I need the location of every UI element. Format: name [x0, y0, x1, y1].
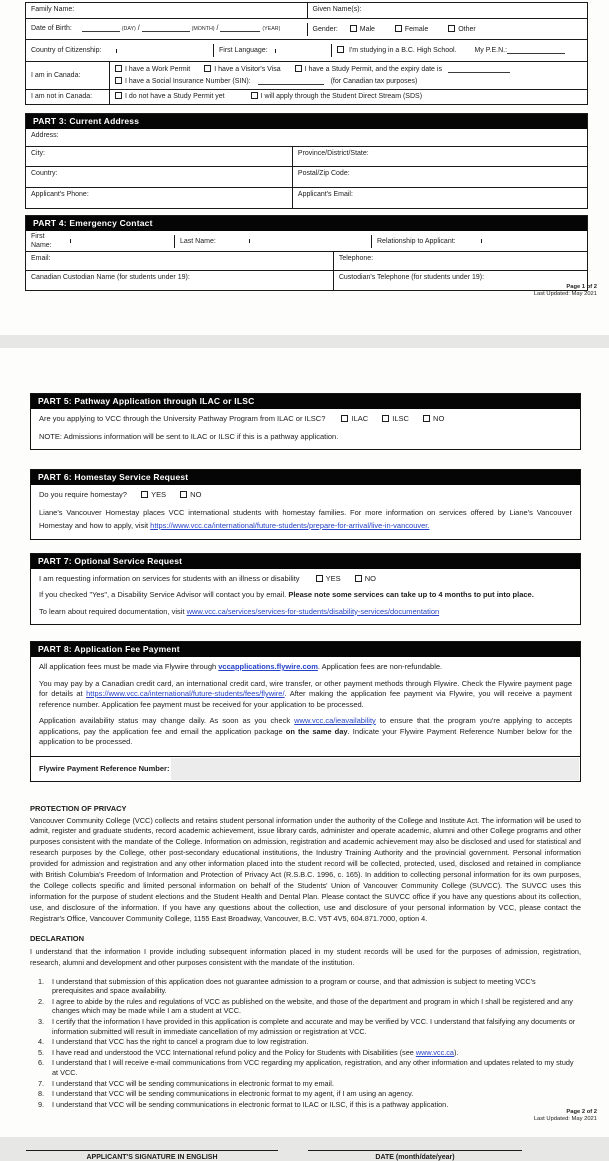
study-permit-checkbox[interactable]	[295, 65, 302, 72]
pathway-question-label: Are you applying to VCC through the University Pathway Program from ILAC or ILSC?	[39, 414, 326, 423]
work-permit-checkbox[interactable]	[115, 65, 122, 72]
dob-month-hint: (MONTH)	[191, 26, 215, 32]
homestay-info-label: Liane's Vancouver Homestay places VCC international students with homestay families. For more information on services offered by Liane's Vancouver Homestay and how to apply, visit	[39, 508, 572, 530]
item-number: 8.	[38, 1089, 45, 1099]
item-number: 1.	[38, 976, 45, 986]
disability-question-label: I am requesting information on services for students with an illness or disability	[39, 574, 300, 583]
privacy-heading: PROTECTION OF PRIVACY	[30, 803, 127, 813]
ec-telephone-label: Telephone:	[333, 252, 587, 270]
gender-male-label: Male	[359, 25, 375, 33]
item-number: 7.	[38, 1078, 45, 1088]
part4-section	[25, 215, 588, 291]
applicant-signature-line[interactable]: APPLICANT'S SIGNATURE IN ENGLISH	[26, 1150, 278, 1161]
gender-female-checkbox[interactable]	[395, 25, 402, 32]
gender-other-label: Other	[458, 25, 476, 33]
availability-mid-label: to ensure that the program you're applying to accepts applications, pay the application fee and email the application package	[39, 716, 572, 736]
page2-number: Page 2 of 2	[566, 1108, 597, 1115]
family-name-label: Family Name:	[31, 6, 75, 13]
part8-section	[30, 641, 581, 782]
part6-section	[30, 469, 581, 540]
homestay-link[interactable]: https://www.vcc.ca/international/future-students/prepare-for-arrival/live-in-vancouver.	[150, 521, 430, 530]
pen-field[interactable]	[507, 46, 565, 54]
province-label: Province/District/State:	[292, 147, 587, 166]
personal-info-table	[25, 2, 588, 105]
dob-separator-2: /	[216, 25, 219, 32]
work-permit-label: I have a Work Permit	[125, 66, 191, 73]
declaration-intro: I understand that the information I provide including subsequent information placed in my student records will be used for the purposes of admission, registration, research, alumni and development and other purposes consistent with the mandate of the institution.	[30, 946, 581, 967]
declaration-list	[38, 977, 581, 1110]
dob-month-field[interactable]	[142, 24, 190, 32]
gender-male-checkbox[interactable]	[350, 25, 357, 32]
declaration-heading: DECLARATION	[30, 933, 85, 943]
homestay-yes-label: YES	[151, 490, 167, 499]
gender-female-label: Female	[404, 25, 429, 33]
payment-methods-after-label: . After making the application fee payment via Flywire, you will receive a payment reference number. Application fee payment must be received for your application to be processed.	[39, 689, 572, 709]
gender-other-checkbox[interactable]	[448, 25, 455, 32]
ec-relationship-label: Relationship to Applicant:	[371, 235, 481, 248]
ilsc-label: ILSC	[392, 414, 409, 423]
declaration-item	[38, 1089, 581, 1099]
part6-title: PART 6: Homestay Service Request	[31, 470, 580, 485]
item-text-after: ).	[453, 1047, 459, 1057]
page2-footer	[534, 1109, 597, 1123]
item-text: I agree to abide by the rules and regulations of VCC as published on the website, and those of the department and program in which I shall be registered and any changes which may be made while I am a student at VCC.	[52, 996, 573, 1016]
form-page-2	[0, 348, 609, 1161]
declaration-item	[38, 1048, 581, 1058]
applicant-phone-label: Applicant's Phone:	[31, 191, 89, 198]
country-label: Country:	[31, 170, 58, 177]
flywire-apps-link[interactable]: vccapplications.flywire.com	[218, 662, 318, 671]
dob-day-hint: (DAY)	[121, 26, 136, 32]
ec-first-name-field[interactable]	[70, 239, 174, 243]
no-study-permit-checkbox[interactable]	[115, 92, 122, 99]
not-in-canada-label: I am not in Canada:	[31, 93, 93, 100]
dob-label: Date of Birth:	[31, 25, 72, 32]
item-number: 5.	[38, 1047, 45, 1057]
gender-label: Gender:	[312, 25, 338, 33]
ec-email-label: Email:	[31, 255, 51, 262]
bc-high-school-label: I'm studying in a B.C. High School.	[348, 47, 457, 54]
flywire-fees-link[interactable]: https://www.vcc.ca/international/future-students/fees/flywire/	[86, 689, 285, 698]
part5-title: PART 5: Pathway Application through ILAC or ILSC	[31, 394, 580, 409]
pen-label: My P.E.N.:	[474, 47, 508, 54]
item-number: 9.	[38, 1099, 45, 1109]
documentation-link[interactable]: www.vcc.ca/services/services-for-students/disability-services/documentation	[186, 606, 440, 616]
item-text: I understand that I will receive e-mail communications from VCC regarding my application, registration, and any other information and updates related to my study at VCC.	[52, 1058, 574, 1077]
item-text: I understand that VCC will be sending communications in electronic format to my email.	[52, 1078, 334, 1088]
item-number: 2.	[38, 996, 45, 1006]
part5-section	[30, 393, 581, 450]
disability-no-checkbox[interactable]	[355, 575, 362, 582]
declaration-item	[38, 1100, 581, 1110]
item-number: 4.	[38, 1037, 45, 1047]
ec-last-name-label: Last Name:	[174, 235, 249, 248]
ilac-checkbox[interactable]	[341, 415, 348, 422]
sin-field[interactable]	[258, 77, 324, 85]
item-text: I certify that the information I have provided in this application is complete and accurate and may be verified by VCC. I understand that falsifying any documents or information submitted will result in immediate cancellation of my admission or registration at VCC.	[52, 1016, 576, 1036]
homestay-no-checkbox[interactable]	[180, 491, 187, 498]
bc-high-school-checkbox[interactable]	[337, 46, 344, 53]
part7-section	[30, 553, 581, 625]
homestay-yes-checkbox[interactable]	[141, 491, 148, 498]
first-language-field[interactable]	[275, 49, 331, 53]
availability-link[interactable]: www.vcc.ca/ieavailability	[294, 716, 376, 725]
sin-label: I have a Social Insurance Number (SIN):	[125, 78, 251, 85]
flywire-reference-field[interactable]	[171, 758, 579, 780]
visitor-visa-label: I have a Visitor's Visa	[214, 66, 281, 73]
declaration-item	[38, 1037, 581, 1047]
postal-label: Postal/Zip Code:	[292, 167, 587, 187]
pathway-no-checkbox[interactable]	[423, 415, 430, 422]
city-label: City:	[31, 150, 45, 157]
custodian-name-label: Canadian Custodian Name (for students under 19):	[31, 274, 190, 281]
item-text: I understand that submission of this application does not guarantee admission to a program or course, and that admission is subject to meeting VCC's prerequisites and space availability.	[52, 976, 536, 996]
part8-title: PART 8: Application Fee Payment	[31, 642, 580, 657]
page1-updated: Last Updated: May 2021	[533, 291, 597, 298]
same-day-bold-label: on the same day	[285, 726, 348, 736]
dob-year-hint: (YEAR)	[262, 26, 281, 32]
availability-text-label: Application availability status may change daily. As soon as you check	[39, 716, 295, 725]
visitor-visa-checkbox[interactable]	[204, 65, 211, 72]
flywire-reference-label: Flywire Payment Reference Number:	[39, 764, 170, 773]
disability-yes-label: YES	[325, 574, 341, 583]
sds-checkbox[interactable]	[251, 92, 258, 99]
ec-last-name-field[interactable]	[249, 239, 371, 243]
part3-section	[25, 113, 588, 209]
page1-footer	[534, 284, 597, 298]
sin-checkbox[interactable]	[115, 77, 122, 84]
fees-text-label: All application fees must be made via Flywire through	[39, 662, 219, 671]
item-text: I understand that VCC will be sending communications in electronic format to my agent, if I am using an agency.	[52, 1089, 414, 1099]
page2-updated: Last Updated: May 2021	[533, 1115, 597, 1122]
advisor-text-label: If you checked "Yes", a Disability Service Advisor will contact you by email.	[39, 590, 289, 599]
dob-year-field[interactable]	[220, 24, 260, 32]
part4-title: PART 4: Emergency Contact	[26, 216, 587, 231]
item-number: 6.	[38, 1058, 45, 1068]
signature-row	[26, 1150, 581, 1161]
dob-separator-1: /	[137, 25, 140, 32]
study-permit-label: I have a Study Permit, and the expiry date is	[304, 66, 442, 73]
custodian-phone-label: Custodian's Telephone (for students under 19):	[333, 271, 587, 290]
payment-methods-label: You may pay by a Canadian credit card, an international credit card, wire transfer, or other payment methods through Flywire. Check the Flywire payment page for details at	[39, 678, 572, 698]
form-page-1	[0, 0, 609, 335]
advisor-bold-label: Please note some services can take up to 4 months to put into place.	[288, 590, 534, 599]
documentation-text-label: To learn about required documentation, visit	[39, 606, 187, 616]
given-names-label: Given Name(s):	[307, 3, 588, 18]
sin-note-label: (for Canadian tax purposes)	[330, 78, 418, 85]
declaration-item	[38, 1079, 581, 1089]
applicant-email-label: Applicant's Email:	[292, 188, 587, 208]
vcc-ca-link[interactable]: www.vcc.ca	[415, 1047, 454, 1057]
pathway-no-label: NO	[433, 414, 445, 423]
declaration-item	[38, 1017, 581, 1036]
item-text-before: I have read and understood the VCC International refund policy and the Policy for Students with Disabilities (see	[52, 1047, 416, 1057]
date-line[interactable]: DATE (month/date/year)	[308, 1150, 522, 1161]
item-text: I understand that VCC will be sending communications in electronic format to ILAC or ILSC, if this is a pathway application.	[52, 1099, 449, 1109]
citizenship-field[interactable]	[116, 49, 213, 53]
pathway-note-label: NOTE: Admissions information will be sent to ILAC or ILSC if this is a pathway application.	[39, 432, 339, 441]
declaration-item	[38, 1058, 581, 1077]
availability-after-label: . Indicate your Flywire Payment Reference Number below for the application to be processed.	[39, 726, 572, 746]
dob-day-field[interactable]	[82, 24, 120, 32]
ec-first-name-label: First Name:	[31, 233, 52, 249]
privacy-body: Vancouver Community College (VCC) collects and retains student personal information under the authority of the College and Institute Act. The information will be used to admit, register and graduate students, record academic achievement, issue library cards, administer and operate academic, alumni and other College programs and other purposes consistent with the mandate of the College. Information on admission, registration and academic achievement may also be disclosed and used for statistical and research purposes by the College, other post-secondary educational institutions, the Industry Training Authority and the provincial government. Personal information provided for admission and registration and any other information placed into the student record will be collected, protected, used, disclosed and retained in compliance with British Columbia's Freedom of Information and Protection of Privacy Act (R.S.B.C. 1996, c. 165). In addition to collecting personal information for its own purposes, the College collects specific and limited personal information on behalf of the Students' Union of Vancouver Community College (SUVCC). The SUVCC uses this information for the purpose of student elections and the Student Health and Dental Plan. Please contact the SUVCC office if you have any questions about its collection, use, and disclosure of the information. If you have any questions about the collection, use and disclosure of your personal information by VCC, please contact the Registrar's Office, Vancouver Community College, 1155 East Broadway, Vancouver, B.C. V5T 4V5, 604.871.7000, option 4.	[30, 815, 581, 923]
item-text: I understand that VCC has the right to cancel a program due to low registration.	[52, 1037, 309, 1047]
fees-text-after-label: . Application fees are non-refundable.	[317, 662, 443, 671]
part7-title: PART 7: Optional Service Request	[31, 554, 580, 569]
no-study-permit-label: I do not have a Study Permit yet	[125, 93, 225, 100]
declaration-item	[38, 997, 581, 1016]
disability-no-label: NO	[364, 574, 376, 583]
ilac-label: ILAC	[351, 414, 369, 423]
page1-number: Page 1 of 2	[566, 284, 597, 290]
ec-relationship-field[interactable]	[481, 239, 587, 243]
homestay-no-label: NO	[190, 490, 202, 499]
declaration-item	[38, 977, 581, 996]
first-language-label: First Language:	[213, 44, 275, 57]
address-label: Address:	[31, 132, 59, 139]
in-canada-label: I am in Canada:	[31, 72, 81, 79]
ilsc-checkbox[interactable]	[382, 415, 389, 422]
item-text	[52, 1048, 581, 1058]
sds-label: I will apply through the Student Direct Stream (SDS)	[260, 93, 423, 100]
part3-title: PART 3: Current Address	[26, 114, 587, 129]
study-permit-expiry-field[interactable]	[448, 65, 510, 73]
citizenship-label: Country of Citizenship:	[31, 47, 102, 54]
item-number: 3.	[38, 1016, 45, 1026]
homestay-question-label: Do you require homestay?	[39, 490, 127, 499]
disability-yes-checkbox[interactable]	[316, 575, 323, 582]
